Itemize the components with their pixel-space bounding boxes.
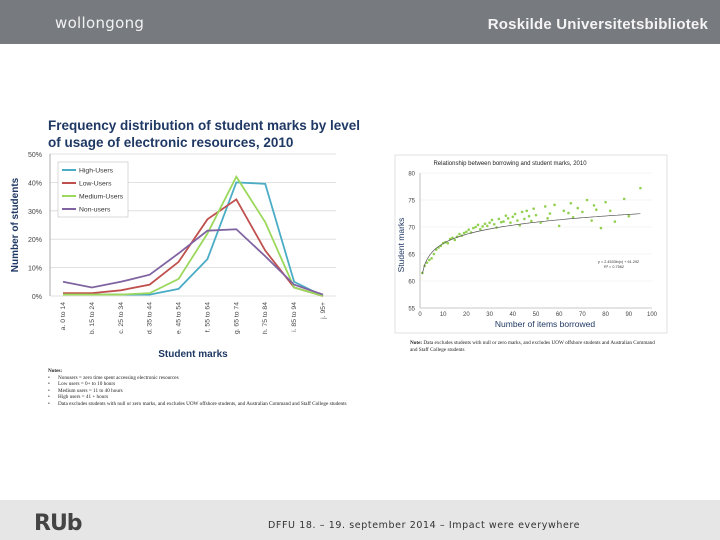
data-point [600,227,603,230]
x-axis-label: Student marks [158,349,228,360]
data-point [546,217,549,220]
data-point [465,231,468,234]
data-point [507,217,510,220]
x-tick-label: 80 [602,312,609,318]
data-point [549,212,552,215]
data-point [481,225,484,228]
footer-text: DFFU 18. – 19. september 2014 – Impact were everywhere [268,520,581,531]
x-tick-label: d. 35 to 44 [146,302,154,335]
right-note-text: Data excludes students with null or zero marks, and excludes UOW offshore students and Australian Command and Staff College students [410,340,655,353]
data-point [593,204,596,207]
data-point [454,239,457,242]
data-point [447,242,450,245]
data-point [474,226,477,229]
data-point [595,208,598,211]
y-tick-label: 30% [27,208,42,216]
y-axis-label: Number of students [10,177,21,273]
left-chart-notes [48,368,348,408]
x-tick-label: 20 [463,312,470,318]
x-tick-label: e. 45 to 54 [175,302,183,335]
data-point [472,227,475,230]
data-point [498,218,501,221]
y-tick-label: 80 [408,171,415,178]
y-tick-label: 55 [408,306,415,313]
x-tick-label: j. 95+ [320,302,327,319]
y-tick-label: 40% [27,180,42,188]
data-point [628,215,631,218]
chart-title: of usage of electronic resources, 2010 [48,135,294,150]
x-tick-label: 90 [625,312,633,318]
trend-equation: y = 2.4533ln(x) + 61.292 [598,260,640,264]
x-tick-label: 0 [418,312,422,318]
x-tick-label: 60 [555,312,563,318]
data-point [463,232,466,235]
trend-r-squared: R² = 0.7562 [604,265,624,269]
data-point [532,207,535,210]
data-point [505,214,508,217]
data-point [467,228,470,231]
data-point [535,214,538,217]
data-point [502,220,505,223]
legend-label: Non-users [79,206,111,214]
slide-title: wollongong [55,14,145,32]
data-point [563,210,566,213]
data-point [484,222,487,225]
note-item: • Low users = 0+ to 10 hours [48,381,348,388]
x-tick-label: c. 25 to 34 [117,302,125,334]
data-point [479,228,482,231]
data-point [525,210,528,213]
chart-title: Frequency distribution of student marks by level [48,118,361,133]
data-point [604,201,607,204]
data-point [514,213,517,216]
data-point [523,218,526,221]
data-point [590,219,593,222]
data-point [623,198,626,201]
data-point [586,199,589,202]
brand-wordmark: Roskilde Universitetsbibliotek [487,16,708,33]
x-tick-label: i. 85 to 94 [291,302,299,332]
data-point [576,207,579,210]
y-tick-label: 60 [408,279,415,286]
x-tick-label: a. 0 to 14 [60,302,67,331]
data-point [609,210,612,213]
legend-label: Medium-Users [79,193,124,201]
x-tick-label: 50 [532,312,540,318]
x-tick-label: 30 [486,312,493,318]
data-point [581,211,584,214]
y-tick-label: 50% [27,152,42,159]
data-point [428,259,431,262]
data-point [430,257,433,260]
data-point [491,219,494,222]
chart-title: Relationship between borrowing and student marks, 2010 [433,161,587,167]
notes-heading: Notes: [48,368,63,374]
data-point [528,215,531,218]
data-point [488,221,491,224]
data-point [544,205,547,208]
y-tick-label: 65 [408,252,415,259]
data-point [433,253,436,256]
data-point [614,220,617,223]
y-axis-label: Student marks [396,217,406,273]
data-point [512,215,515,218]
x-axis-label: Number of items borrowed [494,319,596,329]
data-point [530,220,533,223]
x-tick-label: b. 15 to 24 [88,302,96,335]
note-item: • Nonusers = zero time spent accessing electronic resources [48,375,348,382]
x-tick-label: 100 [646,312,658,318]
y-tick-label: 75 [408,198,415,205]
y-tick-label: 20% [27,237,42,245]
data-point [567,212,570,215]
right-chart-note [410,340,660,353]
chart-frame [395,155,667,333]
note-item: • High users = 41 + hours [48,394,348,401]
data-point [486,225,489,228]
data-point [521,211,524,214]
note-item: • Medium users = 11 to 40 hours [48,388,348,395]
y-tick-label: 0% [31,294,42,301]
y-tick-label: 70 [408,225,415,232]
x-tick-label: f. 55 to 64 [204,302,212,333]
x-tick-label: 70 [579,312,586,318]
x-tick-label: 10 [439,312,447,318]
y-tick-label: 10% [27,265,42,273]
data-point [639,187,642,190]
data-point [553,204,556,207]
legend-label: Low-Users [79,180,112,188]
note-item: • Data excludes students with null or zero marks, and excludes UOW offshore students, and Australian Command and Staff College students [48,401,348,408]
legend-label: High-Users [79,167,113,175]
data-point [477,224,480,227]
data-point [516,219,519,222]
data-point [458,233,461,236]
x-tick-label: g. 65 to 74 [233,302,241,335]
data-point [558,225,561,228]
right-note-heading: Note: [410,340,423,346]
x-tick-label: h. 75 to 84 [262,302,270,335]
data-point [500,221,503,224]
x-tick-label: 40 [509,312,517,318]
data-point [570,202,573,205]
data-point [509,221,512,224]
rub-logo: RUb [34,511,82,536]
data-point [493,223,496,226]
